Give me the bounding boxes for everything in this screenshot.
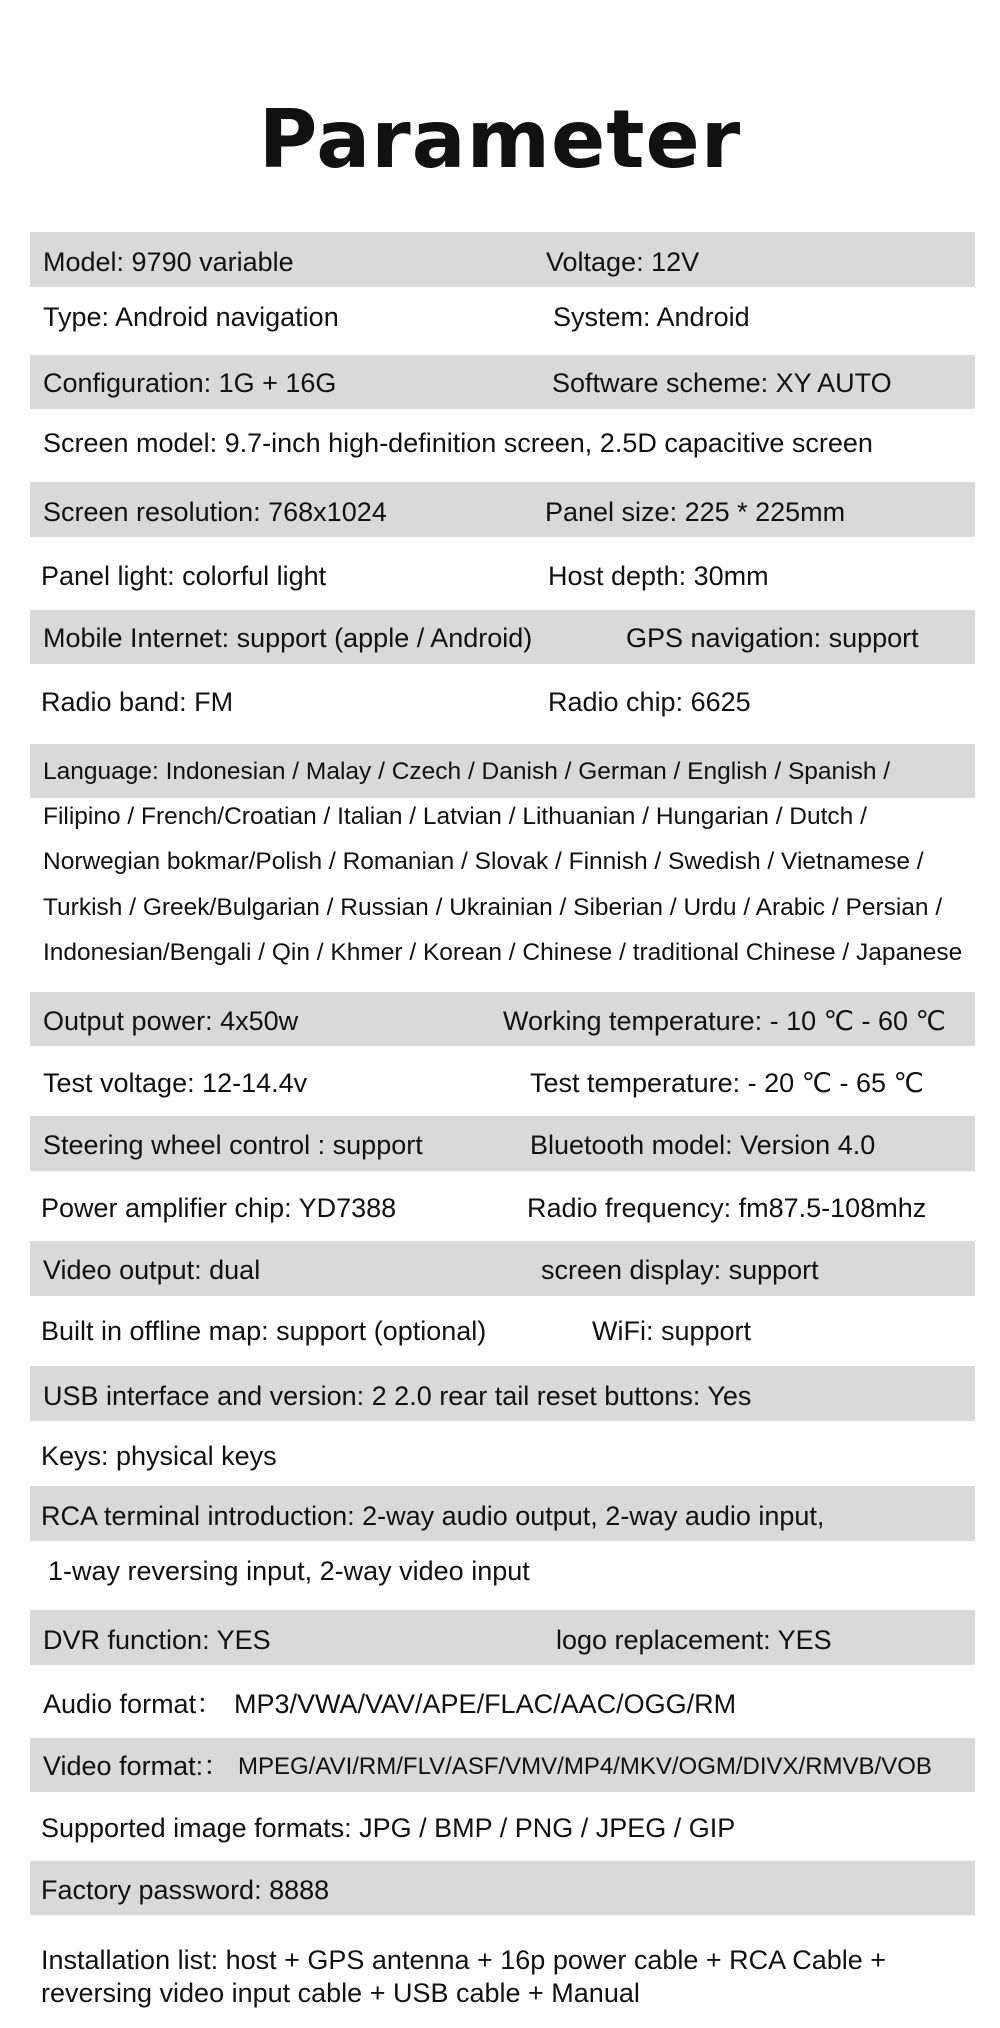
- language-line-5: Indonesian/Bengali / Qin / Khmer / Korean / Chinese / traditional Chinese / Japanese: [43, 939, 963, 966]
- gps-navigation-text: GPS navigation: support: [626, 623, 919, 653]
- software-scheme-text: Software scheme: XY AUTO: [552, 368, 892, 398]
- radio-chip-text: Radio chip: 6625: [548, 687, 751, 717]
- language-line-4: Turkish / Greek/Bulgarian / Russian / Ukrainian / Siberian / Urdu / Arabic / Persian /: [43, 894, 943, 921]
- video-format-label: Video format:：: [43, 1751, 231, 1781]
- amplifier-chip-text: Power amplifier chip: YD7388: [41, 1193, 397, 1223]
- video-output-text: Video output: dual: [43, 1255, 261, 1285]
- audio-format-value: MP3/VWA/VAV/APE/FLAC/AAC/OGG/RM: [234, 1689, 737, 1719]
- logo-replacement-text: logo replacement: YES: [556, 1625, 832, 1655]
- host-depth-text: Host depth: 30mm: [548, 561, 769, 591]
- configuration-text: Configuration: 1G + 16G: [43, 368, 337, 398]
- language-line-1: Language: Indonesian / Malay / Czech / Danish / German / English / Spanish /: [43, 758, 891, 785]
- screen-resolution-text: Screen resolution: 768x1024: [43, 497, 387, 527]
- screen-model-text: Screen model: 9.7-inch high-definition screen, 2.5D capacitive screen: [43, 428, 873, 458]
- bluetooth-model-text: Bluetooth model: Version 4.0: [530, 1130, 876, 1160]
- installation-list-line-1: Installation list: host + GPS antenna + 16p power cable + RCA Cable +: [41, 1945, 887, 1975]
- page-title: Parameter: [258, 93, 742, 186]
- model-text: Model: 9790 variable: [43, 247, 294, 277]
- radio-frequency-text: Radio frequency: fm87.5-108mhz: [527, 1193, 927, 1223]
- voltage-text: Voltage: 12V: [546, 247, 700, 277]
- offline-map-text: Built in offline map: support (optional): [41, 1316, 487, 1346]
- factory-password-text: Factory password: 8888: [41, 1875, 330, 1905]
- output-power-text: Output power: 4x50w: [43, 1006, 299, 1036]
- screen-display-text: screen display: support: [541, 1255, 819, 1285]
- language-line-2: Filipino / French/Croatian / Italian / Latvian / Lithuanian / Hungarian / Dutch /: [43, 803, 867, 830]
- image-formats-text: Supported image formats: JPG / BMP / PNG / JPEG / GIP: [41, 1813, 736, 1843]
- test-temperature-text: Test temperature: - 20 ℃ - 65 ℃: [530, 1068, 924, 1098]
- steering-wheel-text: Steering wheel control : support: [43, 1130, 423, 1160]
- language-line-3: Norwegian bokmar/Polish / Romanian / Slovak / Finnish / Swedish / Vietnamese /: [43, 848, 924, 875]
- test-voltage-text: Test voltage: 12-14.4v: [43, 1068, 308, 1098]
- type-text: Type: Android navigation: [43, 302, 339, 332]
- dvr-function-text: DVR function: YES: [43, 1625, 271, 1655]
- rca-terminal-line-1: RCA terminal introduction: 2-way audio output, 2-way audio input,: [41, 1501, 825, 1531]
- video-format-value: MPEG/AVI/RM/FLV/ASF/VMV/MP4/MKV/OGM/DIVX/RMVB/VOB: [238, 1753, 932, 1780]
- usb-interface-text: USB interface and version: 2 2.0 rear tail reset buttons: Yes: [43, 1381, 752, 1411]
- panel-size-text: Panel size: 225 * 225mm: [545, 497, 846, 527]
- system-text: System: Android: [553, 302, 750, 332]
- radio-band-text: Radio band: FM: [41, 687, 234, 717]
- rca-terminal-line-2: 1-way reversing input, 2-way video input: [48, 1556, 530, 1586]
- installation-list-line-2: reversing video input cable + USB cable + Manual: [41, 1978, 640, 2008]
- working-temperature-text: Working temperature: - 10 ℃ - 60 ℃: [503, 1006, 946, 1036]
- audio-format-label: Audio format：: [43, 1689, 224, 1719]
- keys-text: Keys: physical keys: [41, 1441, 277, 1471]
- mobile-internet-text: Mobile Internet: support (apple / Android): [43, 623, 533, 653]
- panel-light-text: Panel light: colorful light: [41, 561, 327, 591]
- wifi-text: WiFi: support: [592, 1316, 752, 1346]
